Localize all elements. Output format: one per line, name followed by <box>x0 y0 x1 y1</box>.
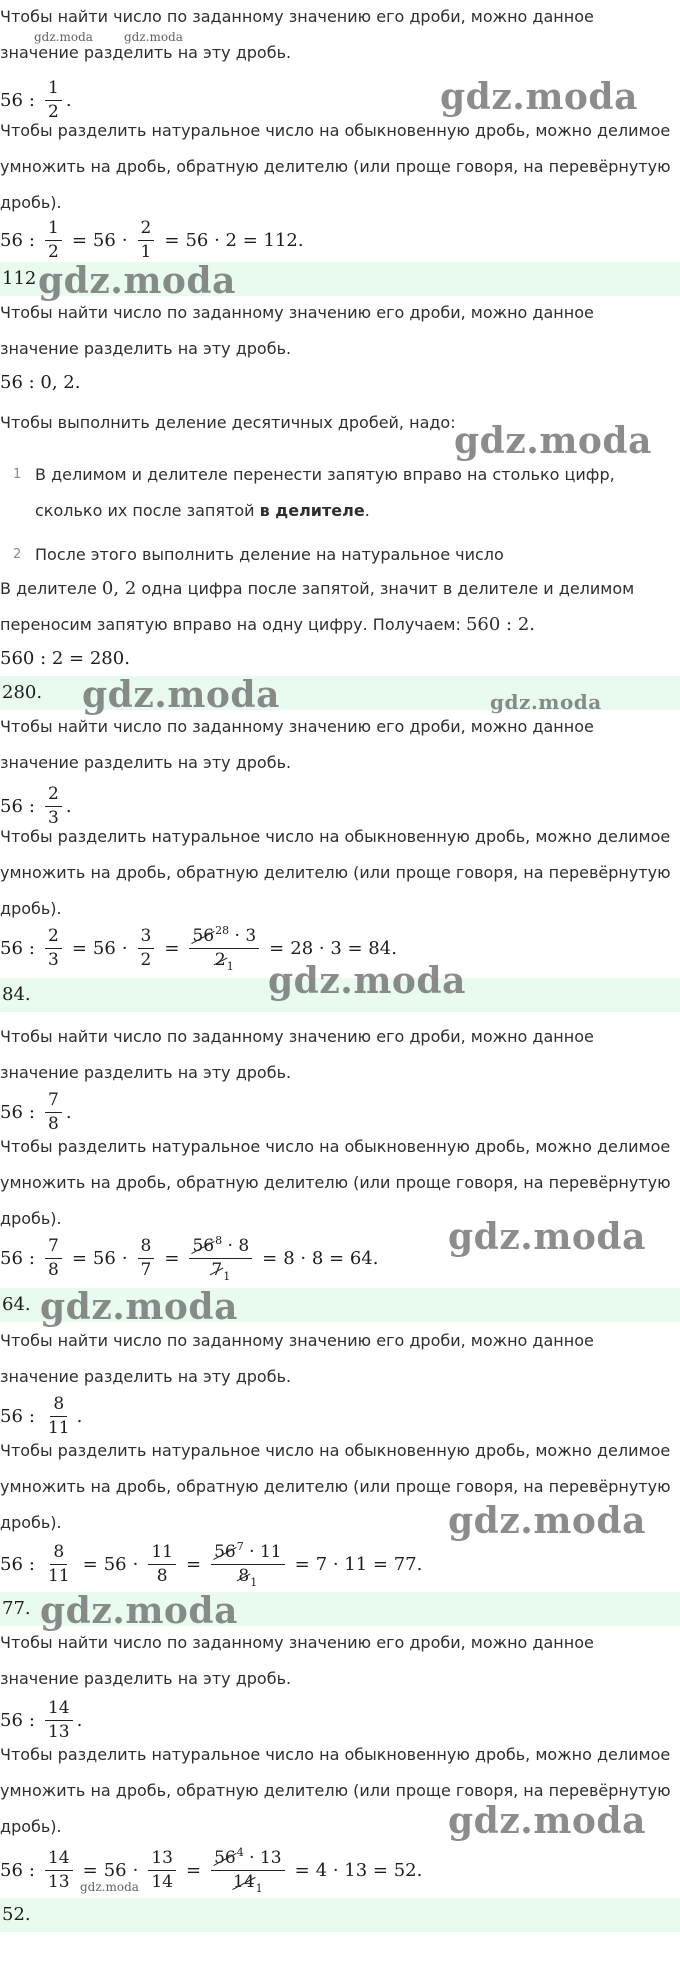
fraction: $\frac{2}{3}$ <box>45 928 62 969</box>
fraction: $\frac{14}{13}$ <box>45 1700 73 1741</box>
explanation-text: Чтобы найти число по заданному значению его дроби, можно данное <box>0 1633 594 1652</box>
math-expression: 56 : 0, 2. <box>0 372 81 393</box>
watermark: gdz.moda <box>38 260 236 302</box>
fraction: $\frac{8}{11}$ <box>47 1394 70 1438</box>
fraction: $\frac{7}{8}$ <box>45 1238 62 1279</box>
watermark: gdz.moda <box>40 1286 238 1328</box>
fraction: $\frac{11}{8}$ <box>148 1544 176 1585</box>
answer-bar: 52. <box>0 1898 680 1932</box>
explanation-text: Чтобы найти число по заданному значению его дроби, можно данное <box>0 1027 594 1046</box>
fraction: $\frac{1}{2}$ <box>45 220 62 261</box>
answer-bar: 280. <box>0 676 680 710</box>
math-expression: 56 : $\frac{14}{13}$ . <box>0 1698 83 1742</box>
cancelled-fraction: $\frac{56^7 \cdot 11}{8_1}$ <box>211 1544 285 1585</box>
explanation-text: Чтобы разделить натуральное число на обыкновенную дробь, можно делимое <box>0 827 671 846</box>
explanation-text: Чтобы разделить натуральное число на обыкновенную дробь, можно делимое <box>0 1137 671 1156</box>
watermark: gdz.moda <box>454 420 652 462</box>
explanation-text: значение разделить на эту дробь. <box>0 1669 292 1688</box>
watermark: gdz.moda <box>448 1216 646 1258</box>
watermark: gdz.moda <box>124 30 183 44</box>
watermark: gdz.moda <box>80 1880 139 1894</box>
explanation-text: Чтобы найти число по заданному значению его дроби, можно данное <box>0 7 594 26</box>
explanation-text: значение разделить на эту дробь. <box>0 753 292 772</box>
watermark: gdz.moda <box>34 30 93 44</box>
explanation-text: умножить на дробь, обратную делителю (или проще говоря, на перевёрнутую <box>0 157 671 176</box>
math-expression: 56 : $\frac{8}{11}$ = 56 · $\frac{11}{8}$ = $\frac{56^7 \cdot 11}{8_1}$ = 7 · 11 = 77. <box>0 1540 423 1589</box>
watermark: gdz.moda <box>40 1590 238 1632</box>
watermark: gdz.moda <box>490 690 602 714</box>
explanation-text: переносим запятую вправо на одну цифру. Получаем: 560 : 2. <box>0 614 535 635</box>
explanation-text: значение разделить на эту дробь. <box>0 1063 292 1082</box>
fraction: $\frac{7}{8}$ <box>45 1092 62 1133</box>
math-expression: 560 : 2 = 280. <box>0 648 130 669</box>
fraction: $\frac{2}{1}$ <box>138 220 155 261</box>
explanation-text: дробь). <box>0 1817 62 1836</box>
explanation-text: Чтобы выполнить деление десятичных дробей, надо: <box>0 413 456 432</box>
solution-document: Чтобы найти число по заданному значению его дроби, можно данное значение разделить на эту дробь. 56 : $\frac{1}{2}$ . Чтобы разделить натуральное число на обыкновенную дробь, можно делимое умножить на дробь, обратную делителю (или проще говоря, на перевёрнутую дробь). 56 : $\frac{1}{2}$ = 56 · $\frac{2}{1}$ = 56 · 2 = 112. 112 Чтобы найти число по заданному значению его дроби, можно данное значение разделить на эту дробь. 56 : 0, 2. Чтобы выполнить деление десятичных дробей, надо: 1 В делимом и делителе перенести запятую вправо на столько цифр, сколько их после запятой в делителе. 2 После этого выполнить деление на натуральное число В делителе 0, 2 одна цифра после запятой, значит в делителе и делимом переносим запятую вправо на одну цифру. Получаем: 560 : 2. 560 : 2 = 280. 280. Чтобы найти число по заданному значению его дроби, можно данное значение разделить на эту дробь. 56 : $\frac{2}{3}$ . Чтобы разделить натуральное число на обыкновенную дробь, можно делимое умножить на дробь, обратную делителю (или проще говоря, на перевёрнутую дробь). 56 : $\frac{2}{3}$ = 56 · $\frac{3}{2}$ = $\frac{56^{28} \cdot 3}{2_1}$ = 28 · 3 = 84. 84. Чтобы найти число по заданному значению его дроби, можно данное значение разделить на эту дробь. 56 : $\frac{7}{8}$ . Чтобы разделить натуральное число на обыкновенную дробь, можно делимое умножить на дробь, обратную делителю (или проще говоря, на перевёрнутую дробь). 56 : $\frac{7}{8}$ = 56 · $\frac{8}{7}$ = $\frac{56^8 \cdot 8}{7_1}$ = 8 · 8 = 64. 64. Чтобы найти число по заданному значению его дроби, можно данное значение разделить на эту дробь. 56 : $\frac{8}{11}$ . Чтобы разделить натуральное число на обыкновенную дробь, можно делимое умножить на дробь, обратную делителю (или проще говоря, на перевёрнутую дробь). 56 : $\frac{8}{11}$ = 56 · $\frac{11}{8}$ = $\frac{56^7 \cdot 11}{8_1}$ = 7 · 11 = 77. 77. Чтобы найти число по заданному значению его дроби, можно данное значение разделить на эту дробь. 56 : $\frac{14}{13}$ . Чтобы разделить натуральное число на обыкновенную дробь, можно делимое умножить на дробь, обратную делителю (или проще говоря, на перевёрнутую дробь). 56 : $\frac{14}{13}$ = 56 · $\frac{13}{14}$ = $\frac{56^4 \cdot 13}{14_1}$ = 4 · 13 = 52. 52. gdz.moda gdz.moda gdz.moda gdz.moda gdz.moda gdz.moda gdz.moda gdz.moda gdz.moda gdz.moda gdz.moda gdz.moda gdz.moda gdz.moda <box>0 0 680 1969</box>
fraction: $\frac{3}{2}$ <box>138 928 155 969</box>
explanation-text: умножить на дробь, обратную делителю (или проще говоря, на перевёрнутую <box>0 863 671 882</box>
explanation-text: дробь). <box>0 1209 62 1228</box>
explanation-text: дробь). <box>0 899 62 918</box>
explanation-text: Чтобы найти число по заданному значению его дроби, можно данное <box>0 1331 594 1350</box>
explanation-text: значение разделить на эту дробь. <box>0 43 292 62</box>
fraction: $\frac{8}{7}$ <box>138 1238 155 1279</box>
answer-bar: 112 <box>0 262 680 296</box>
explanation-text: значение разделить на эту дробь. <box>0 339 292 358</box>
watermark: gdz.moda <box>268 960 466 1002</box>
fraction: $\frac{2}{3}$ <box>45 786 62 827</box>
watermark: gdz.moda <box>448 1800 646 1842</box>
cancelled-fraction: $\frac{56^8 \cdot 8}{7_1}$ <box>189 1238 252 1279</box>
answer-bar: 77. <box>0 1592 680 1626</box>
math-expression: 56 : $\frac{2}{3}$ = 56 · $\frac{3}{2}$ = $\frac{56^{28} \cdot 3}{2_1}$ = 28 · 3 = 84. <box>0 924 397 973</box>
watermark: gdz.moda <box>440 76 638 118</box>
explanation-text: В делителе 0, 2 одна цифра после запятой, значит в делителе и делимом <box>0 578 635 599</box>
cancelled-fraction: $\frac{56^4 \cdot 13}{14_1}$ <box>211 1850 285 1891</box>
explanation-text: Чтобы найти число по заданному значению его дроби, можно данное <box>0 303 594 322</box>
answer-bar: 84. <box>0 978 680 1012</box>
fraction: $\frac{8}{11}$ <box>47 1542 70 1586</box>
math-expression: 56 : $\frac{1}{2}$ = 56 · $\frac{2}{1}$ = 56 · 2 = 112. <box>0 218 304 262</box>
math-expression: 56 : $\frac{1}{2}$ . <box>0 78 72 122</box>
explanation-text: дробь). <box>0 193 62 212</box>
watermark: gdz.moda <box>448 1500 646 1542</box>
watermark: gdz.moda <box>82 674 280 716</box>
fraction: $\frac{14}{13}$ <box>45 1850 73 1891</box>
math-expression: 56 : $\frac{2}{3}$ . <box>0 784 72 828</box>
fraction: $\frac{13}{14}$ <box>148 1850 176 1891</box>
answer-bar: 64. <box>0 1288 680 1322</box>
explanation-text: Чтобы разделить натуральное число на обыкновенную дробь, можно делимое <box>0 1441 671 1460</box>
cancelled-fraction: $\frac{56^{28} \cdot 3}{2_1}$ <box>189 928 259 969</box>
explanation-text: Чтобы разделить натуральное число на обыкновенную дробь, можно делимое <box>0 121 671 140</box>
explanation-text: Чтобы разделить натуральное число на обыкновенную дробь, можно делимое <box>0 1745 671 1764</box>
explanation-text: умножить на дробь, обратную делителю (или проще говоря, на перевёрнутую <box>0 1781 671 1800</box>
explanation-text: Чтобы найти число по заданному значению его дроби, можно данное <box>0 717 594 736</box>
explanation-text: умножить на дробь, обратную делителю (или проще говоря, на перевёрнутую <box>0 1477 671 1496</box>
explanation-text: значение разделить на эту дробь. <box>0 1367 292 1386</box>
math-expression: 56 : $\frac{8}{11}$ . <box>0 1394 83 1438</box>
fraction: $\frac{1}{2}$ <box>45 80 62 121</box>
math-expression: 56 : $\frac{7}{8}$ = 56 · $\frac{8}{7}$ = $\frac{56^8 \cdot 8}{7_1}$ = 8 · 8 = 64. <box>0 1234 379 1283</box>
math-expression: 56 : $\frac{7}{8}$ . <box>0 1090 72 1134</box>
math-expression: 56 : $\frac{14}{13}$ = 56 · $\frac{13}{14}$ = $\frac{56^4 \cdot 13}{14_1}$ = 4 · 13 = 52. <box>0 1846 423 1895</box>
explanation-text: умножить на дробь, обратную делителю (или проще говоря, на перевёрнутую <box>0 1173 671 1192</box>
explanation-text: дробь). <box>0 1513 62 1532</box>
